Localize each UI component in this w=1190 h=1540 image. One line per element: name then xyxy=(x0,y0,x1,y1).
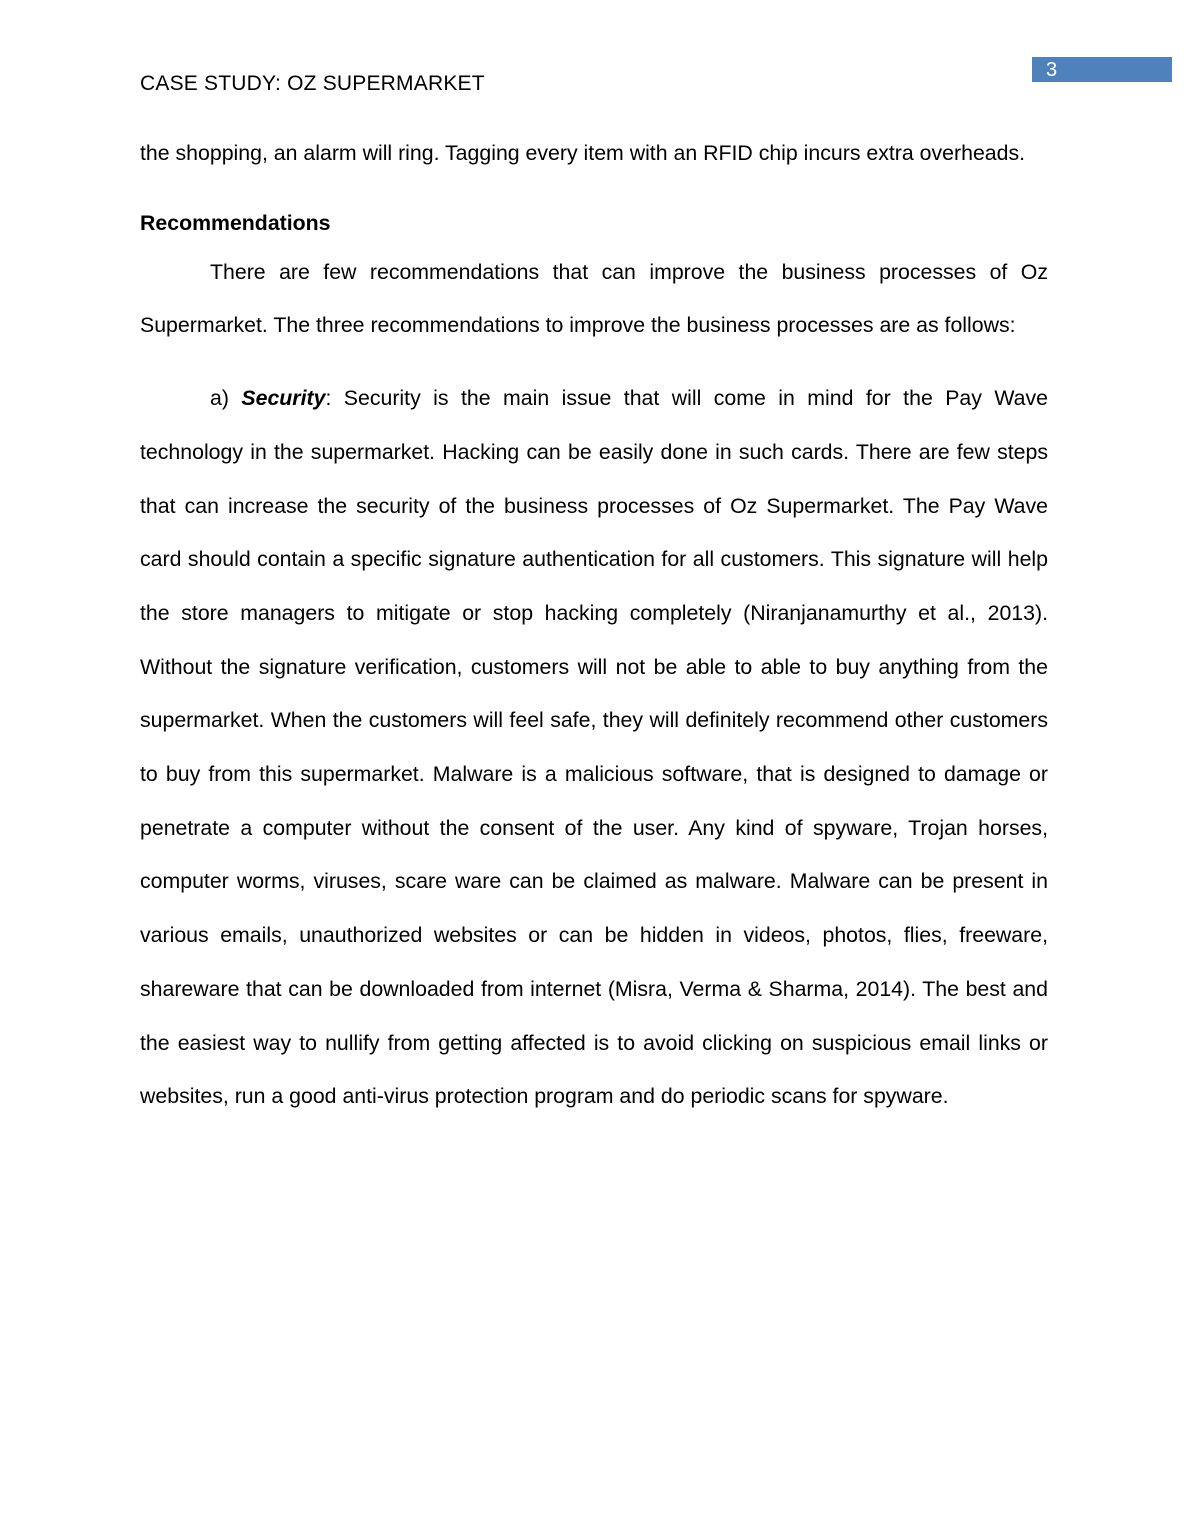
section-heading: Recommendations xyxy=(140,210,331,235)
continuation-paragraph: the shopping, an alarm will ring. Tagging every item with an RFID chip incurs extra overheads. xyxy=(140,141,1026,165)
recommendation-text: : Security is the main issue that will come in mind for the Pay Wave technology in the supermarket. Hacking can be easily done in such cards. There are few steps that can increase the security of the business processes of Oz Supermarket. The Pay Wave card should contain a specific signature authentication for all customers. This signature will help the store managers to mitigate or stop hacking completely (Niranjanamurthy et al., 2013). Without the signature verification, customers will not be able to able to buy anything from the supermarket. When the customers will feel safe, they will definitely recommend other customers to buy from this supermarket. Malware is a malicious software, that is designed to damage or penetrate a computer without the consent of the user. Any kind of spyware, Trojan horses, computer worms, viruses, scare ware can be claimed as malware. Malware can be present in various emails, unauthorized websites or can be hidden in videos, photos, flies, freeware, shareware that can be downloaded from internet (Misra, Verma & Sharma, 2014). The best and the easiest way to nullify from getting affected is to avoid clicking on suspicious email links or websites, run a good anti-virus protection program and do periodic scans for spyware. xyxy=(140,386,1049,1109)
running-head: CASE STUDY: OZ SUPERMARKET xyxy=(140,72,485,95)
recommendation-security-paragraph xyxy=(140,372,1048,1124)
list-marker: a) xyxy=(210,386,242,411)
recommendation-term: Security xyxy=(241,386,326,411)
page-number-badge xyxy=(1032,57,1172,82)
page-number: 3 xyxy=(1046,59,1058,81)
intro-paragraph: There are few recommendations that can improve the business processes of Oz Supermarket. The three recommendations to improve the business processes are as follows: xyxy=(140,259,1048,338)
document-body xyxy=(140,127,1048,1124)
